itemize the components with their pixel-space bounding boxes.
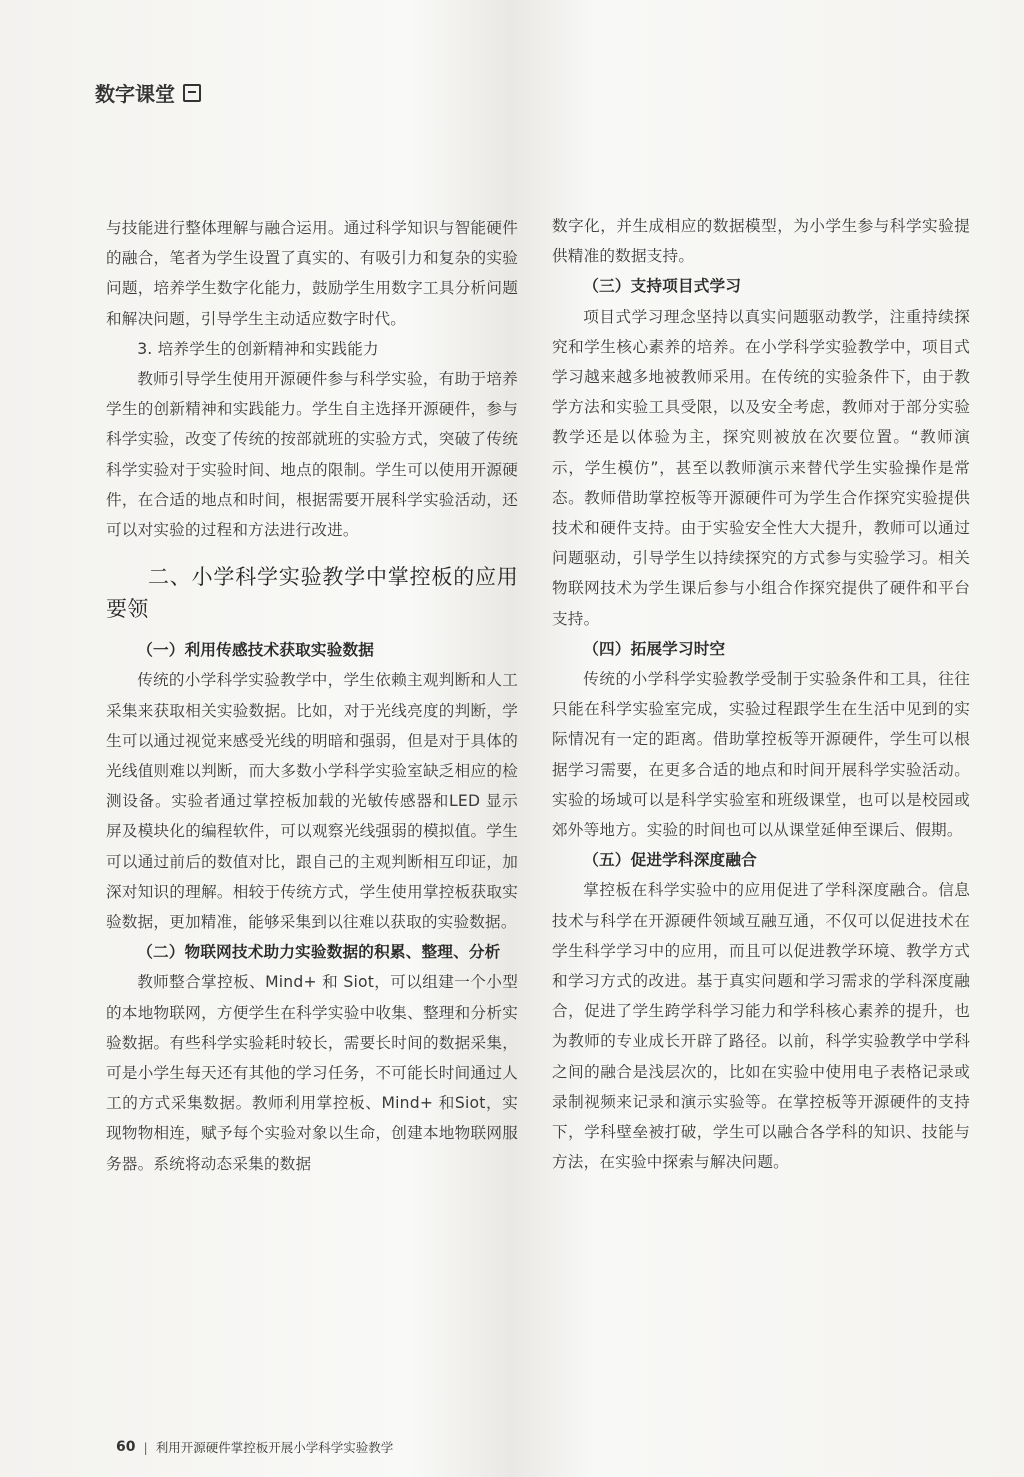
- footer-separator: |: [143, 1439, 148, 1455]
- page-number: 60: [116, 1439, 136, 1455]
- subsection-heading: （一）利用传感技术获取实验数据: [137, 641, 375, 660]
- subsection-heading: （五）促进学科深度融合: [583, 851, 757, 870]
- paragraph: 传统的小学科学实验教学受制于实验条件和工具，往往只能在科学实验室完成，实验过程跟学生在生活中见到的实际情况有一定的距离。借助掌控板等开源硬件，学生可以根据学习需要，在更多合适的地点和时间开展科学实验活动。实验的场域可以是科学实验室和班级课堂，也可以是校园或郊外等地方。实验的时间也可以从课堂延伸至课后、假期。: [552, 670, 970, 840]
- right-column: [552, 211, 970, 1178]
- subsection-heading: 3. 培养学生的创新精神和实践能力: [137, 339, 379, 358]
- paragraph: 与技能进行整体理解与融合运用。通过科学知识与智能硬件的融合，笔者为学生设置了真实的、有吸引力和复杂的实验问题，培养学生数字化能力，鼓励学生用数字工具分析问题和解决问题，引导学生主动适应数字时代。: [106, 219, 518, 328]
- section-heading: 二、小学科学实验教学中掌控板的应用要领: [106, 565, 518, 622]
- paragraph: 数字化，并生成相应的数据模型，为小学生参与科学实验提供精准的数据支持。: [552, 217, 970, 266]
- paragraph: 教师整合掌控板、Mind+ 和 Siot，可以组建一个小型的本地物联网，方便学生在科学实验中收集、整理和分析实验数据。有些科学实验耗时较长，需要长时间的数据采集，可是小学生每天还有其他的学习任务，不可能长时间通过人工的方式采集数据。教师利用掌控板、Mind+ 和Siot，实现物物相连，赋予每个实验对象以生命，创建本地物联网服务器。系统将动态采集的数据: [106, 973, 518, 1173]
- subsection-heading: （四）拓展学习时空: [583, 639, 726, 658]
- page-footer: [116, 1438, 393, 1456]
- article-title: 利用开源硬件掌控板开展小学科学实验教学: [155, 1440, 394, 1455]
- paragraph: 项目式学习理念坚持以真实问题驱动教学，注重持续探究和学生核心素养的培养。在小学科学实验教学中，项目式学习越来越多地被教师采用。在传统的实验条件下，由于教学方法和实验工具受限，以及安全考虑，教师对于部分实验教学还是以体验为主，探究则被放在次要位置。“教师演示，学生模仿”，甚至以教师演示来替代学生实验操作是常态。教师借助掌控板等开源硬件可为学生合作探究实验提供技术和硬件支持。由于实验安全性大大提升，教师可以通过问题驱动，引导学生以持续探究的方式参与实验学习。相关物联网技术为学生课后参与小组合作探究提供了硬件和平台支持。: [552, 307, 970, 628]
- paragraph: 传统的小学科学实验教学中，学生依赖主观判断和人工采集来获取相关实验数据。比如，对于光线亮度的判断，学生可以通过视觉来感受光线的明暗和强弱，但是对于具体的光线值则难以判断，而大多数小学科学实验室缺乏相应的检测设备。实验者通过掌控板加载的光敏传感器和LED 显示屏及模块化的编程软件，可以观察光线强弱的模拟值。学生可以通过前后的数值对比，跟自己的主观判断相互印证，加深对知识的理解。相较于传统方式，学生使用掌控板获取实验数据，更加精准，能够采集到以往难以获取的实验数据。: [106, 671, 518, 932]
- book-icon: [183, 84, 201, 102]
- subsection-heading: （三）支持项目式学习: [583, 277, 742, 296]
- section-title: 数字课堂: [95, 82, 175, 106]
- paragraph: 掌控板在科学实验中的应用促进了学科深度融合。信息技术与科学在开源硬件领域互融互通，不仅可以促进技术在学生科学学习中的应用，而且可以促进教学环境、教学方式和学习方式的改进。基于真实问题和学习需求的学科深度融合，促进了学生跨学科学习能力和学科核心素养的提升，也为教师的专业成长开辟了路径。以前，科学实验教学中学科之间的融合是浅层次的，比如在实验中使用电子表格记录或录制视频来记录和演示实验等。在掌控板等开源硬件的支持下，学科壁垒被打破，学生可以融合各学科的知识、技能与方法，在实验中探索与解决问题。: [552, 881, 970, 1172]
- subsection-heading: （二）物联网技术助力实验数据的积累、整理、分析: [137, 943, 501, 962]
- paragraph: 教师引导学生使用开源硬件参与科学实验，有助于培养学生的创新精神和实践能力。学生自主选择开源硬件，参与科学实验，改变了传统的按部就班的实验方式，突破了传统科学实验对于实验时间、地点的限制。学生可以使用开源硬件，在合适的地点和时间，根据需要开展科学实验活动，还可以对实验的过程和方法进行改进。: [106, 370, 518, 540]
- page-header: [95, 78, 201, 107]
- left-column: [106, 213, 518, 1179]
